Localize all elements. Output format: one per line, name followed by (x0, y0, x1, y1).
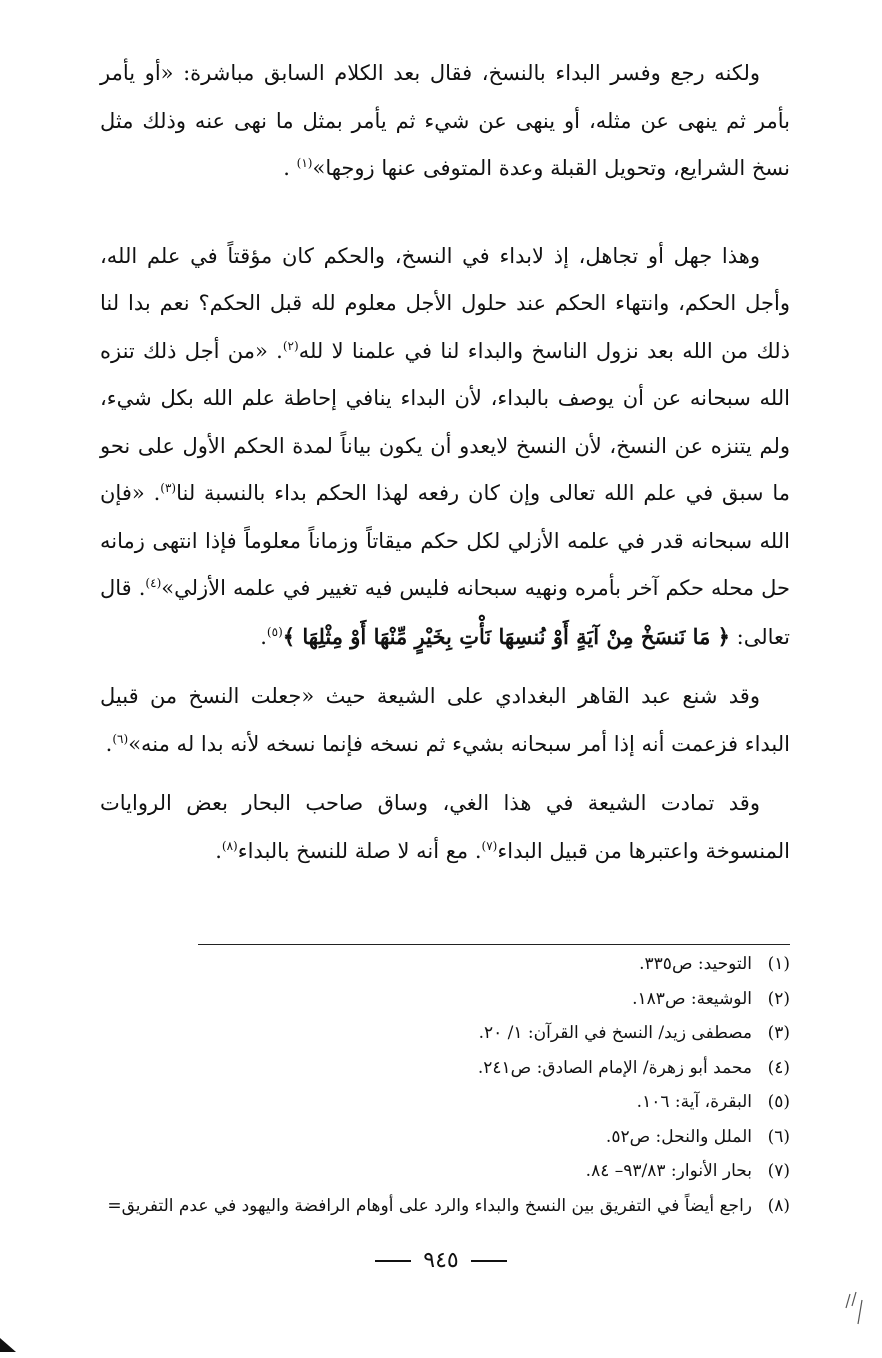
footnote-ref-7: (٧) (481, 838, 498, 853)
footnote-5: (٥)البقرة، آية: ١٠٦. (636, 1092, 790, 1112)
footnotes (107, 944, 790, 1223)
footnote-ref-2: (٢) (282, 338, 299, 353)
paragraph-4: وقد تمادت الشيعة في هذا الغي، وساق صاحب البحار بعض الروايات المنسوخة واعتبرها من قبيل البداء$^{(٧)}$. مع أنه لا صلة للنسخ بالبداء$^{(٨)}$. (100, 791, 790, 863)
footnote-ref-1: (١) (296, 156, 313, 170)
footnote-6: (٦)الملل والنحل: ص٥٢. (605, 1126, 790, 1147)
footnote-8: (٨)راجع أيضاً في التفريق بين النسخ والبداء والرد على أوهام الرافضة واليهود في عدم التفريق= (107, 1195, 790, 1216)
footnote-ref-4: (٤) (145, 576, 162, 590)
footnote-4: (٤)محمد أبو زهرة/ الإمام الصادق: ص٢٤١. (477, 1057, 790, 1078)
footnote-ref-5: (٥) (266, 624, 283, 639)
footnote-7: (٧)بحار الأنوار: ٩٣/٨٣– ٨٤. (585, 1161, 790, 1181)
footnote-ref-8: (٨) (221, 838, 238, 853)
footnote-2: (٢)الوشيعة: ص١٨٣. (632, 988, 790, 1009)
main-text (100, 50, 790, 875)
footnote-ref-6: (٦) (112, 731, 129, 746)
scan-corner-mark (0, 1330, 20, 1358)
page-number: ٩٤٥ (0, 1248, 882, 1273)
page-number-dash-right (471, 1260, 507, 1262)
quran-verse: ﴿ مَا نَنسَخْ مِنْ آيَةٍ أَوْ نُنسِهَا نَأْتِ بِخَيْرٍ مِّنْهَا أَوْ مِثْلِهَا ﴾ (282, 623, 730, 649)
page-number-dash-left (375, 1260, 411, 1262)
footnote-3: (٣)مصطفى زيد/ النسخ في القرآن: ١/ ٢٠. (478, 1023, 790, 1043)
paragraph-1: ولكنه رجع وفسر البداء بالنسخ، فقال بعد الكلام السابق مباشرة: «أو يأمر بأمر ثم ينهى عن مثله، أو ينهى عن شيء ثم يأمر بمثل ما نهى عنه وذلك مثل نسخ الشرايع، وتحويل القبلة وعدة المتوفى عنها زوجها»$^{(١)}$ . (100, 61, 790, 180)
footnote-ref-3: (٣) (160, 481, 177, 495)
scan-stroke-marks (840, 1290, 870, 1330)
paragraph-2: وهذا جهل أو تجاهل، إذ لابداء في النسخ، والحكم كان مؤقتاً في علم الله، وأجل الحكم، وانتهاء الحكم عند حلول الأجل معلوم لله قبل الحكم؟ نعم بدا لنا ذلك من الله بعد نزول الناسخ والبداء لنا في علمنا لا لله$^{(٢)}$. «من أجل ذلك تنزه الله سبحانه عن أن يوصف بالبداء، لأن البداء ينافي إحاطة علم الله بكل شيء، ولم يتنزه عن النسخ، لأن النسخ لايعدو أن يكون بياناً لمدة الحكم الأول على نحو ما سبق في علم الله تعالى وإن كان رفعه لهذا الحكم بداء بالنسبة لنا$^{(٣)}$. «فإن الله سبحانه قدر في علمه الأزلي لكل حكم ميقاتاً وزماناً معلوماً فإذا انتهى زمانه حل محله حكم آخر بأمره ونهيه سبحانه فليس فيه تغيير في علمه الأزلي»$^{(٤)}$. قال تعالى: ﴿ مَا نَنسَخْ مِنْ آيَةٍ أَوْ نُنسِهَا نَأْتِ بِخَيْرٍ مِّنْهَا أَوْ مِثْلِهَا ﴾$^{(٥)}$. (100, 243, 790, 649)
footnote-1: (١)التوحيد: ص٣٣٥. (639, 954, 790, 974)
paragraph-3: وقد شنع عبد القاهر البغدادي على الشيعة حيث «جعلت النسخ من قبيل البداء فزعمت أنه إذا أمر سبحانه بشيء ثم نسخه فإنما نسخه لأنه بدا له منه»$^{(٦)}$. (100, 684, 790, 756)
